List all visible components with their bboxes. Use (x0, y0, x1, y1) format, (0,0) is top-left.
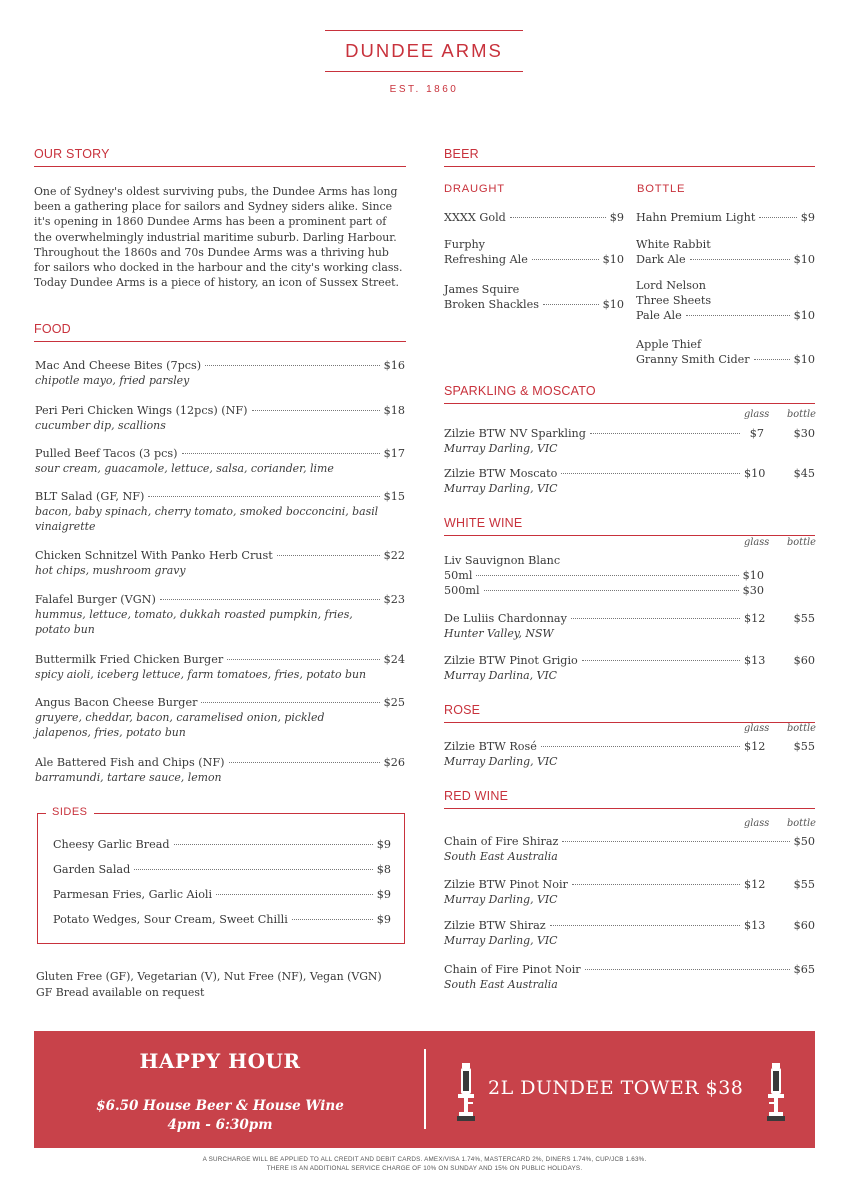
beer-brand: James Squire (444, 283, 520, 296)
wine-item (444, 739, 815, 769)
draught-label: DRAUGHT (444, 183, 505, 195)
beer-item (444, 237, 624, 267)
side-item-name: Potato Wedges, Sour Cream, Sweet Chilli (53, 913, 288, 926)
col-glass: glass (744, 818, 770, 829)
beer-item (636, 278, 815, 323)
wine-region: Murray Darling, VIC (444, 442, 558, 455)
food-item-price: $16 (383, 359, 405, 372)
beer-price: $10 (793, 253, 815, 266)
wine-size: 50ml (444, 569, 473, 582)
section-title-sparkling: SPARKLING & MOSCATO (444, 384, 815, 404)
food-item (35, 403, 405, 433)
wine-bottle-price: $50 (793, 835, 815, 848)
food-item-name: Falafel Burger (VGN) (35, 593, 156, 606)
side-item (53, 862, 391, 877)
happy-hour-time: 4pm - 6:30pm (167, 1117, 273, 1133)
wine-name: Liv Sauvignon Blanc (444, 554, 561, 567)
food-item-name: Pulled Beef Tacos (3 pcs) (35, 447, 178, 460)
food-item-desc: hot chips, mushroom gravy (35, 564, 186, 577)
beer-item (636, 237, 815, 267)
beer-name: XXXX Gold (444, 211, 506, 224)
wine-region: South East Australia (444, 978, 558, 991)
wine-region: Murray Darling, VIC (444, 482, 558, 495)
food-item-name: Peri Peri Chicken Wings (12pcs) (NF) (35, 404, 248, 417)
wine-bottle-price: $55 (793, 878, 815, 891)
food-item-name: Chicken Schnitzel With Panko Herb Crust (35, 549, 273, 562)
wine-name: Zilzie BTW Rosé (444, 740, 537, 753)
wine-region: Hunter Valley, NSW (444, 627, 554, 640)
wine-bottle-price: $60 (793, 654, 815, 667)
wine-region: Murray Darling, VIC (444, 934, 558, 947)
section-title-story: OUR STORY (34, 147, 406, 167)
wine-glass-price: $12 (744, 878, 766, 891)
beer-price: $10 (602, 298, 624, 311)
bottle-label: BOTTLE (637, 183, 686, 195)
food-item-price: $23 (383, 593, 405, 606)
surcharge-footnote (34, 1156, 815, 1173)
beer-name: Granny Smith Cider (636, 353, 750, 366)
food-item-name: Angus Bacon Cheese Burger (35, 696, 198, 709)
wine-name: Chain of Fire Shiraz (444, 835, 559, 848)
col-bottle: bottle (787, 537, 816, 548)
food-item (35, 652, 405, 682)
food-item-price: $26 (383, 756, 405, 769)
footnote-line: THERE IS AN ADDITIONAL SERVICE CHARGE OF 10% ON SUNDAY AND 15% ON PUBLIC HOLIDAYS. (266, 1164, 583, 1172)
side-item-name: Garden Salad (53, 863, 131, 876)
section-title-red: RED WINE (444, 789, 815, 809)
beer-name: Hahn Premium Light (636, 211, 756, 224)
wine-bottle-price: $45 (793, 467, 815, 480)
beer-item (444, 210, 624, 225)
beer-name: Refreshing Ale (444, 253, 528, 266)
wine-name: Chain of Fire Pinot Noir (444, 963, 581, 976)
side-item-name: Cheesy Garlic Bread (53, 838, 170, 851)
wine-item (444, 962, 815, 992)
established-year: EST. 1860 (389, 84, 459, 95)
wine-region: Murray Darling, VIC (444, 755, 558, 768)
legend-line: GF Bread available on request (36, 985, 205, 999)
wine-name: Zilzie BTW Moscato (444, 467, 558, 480)
beer-price: $10 (793, 353, 815, 366)
food-item-name: Mac And Cheese Bites (7pcs) (35, 359, 202, 372)
beer-item (636, 337, 815, 367)
food-item-price: $18 (383, 404, 405, 417)
food-item-name: Ale Battered Fish and Chips (NF) (35, 756, 225, 769)
wine-bottle-price: $55 (793, 740, 815, 753)
wine-region: Murray Darling, VIC (444, 893, 558, 906)
dundee-tower-offer: 2L DUNDEE TOWER $38 (488, 1077, 744, 1099)
wine-name: Zilzie BTW Shiraz (444, 919, 546, 932)
wine-glass-price: $13 (744, 654, 766, 667)
wine-item (444, 877, 815, 907)
col-bottle: bottle (787, 409, 816, 420)
food-item-name: Buttermilk Fried Chicken Burger (35, 653, 224, 666)
wine-glass-price: $13 (744, 919, 766, 932)
beer-tap-icon (455, 1063, 477, 1123)
beer-price: $9 (800, 211, 815, 224)
wine-glass-price: $12 (744, 612, 766, 625)
beer-brand: Apple Thief (636, 338, 702, 351)
dietary-legend (36, 969, 382, 1000)
food-item-desc: chipotle mayo, fried parsley (35, 374, 190, 387)
side-item-price: $9 (376, 838, 391, 851)
section-title-food: FOOD (34, 322, 406, 342)
col-glass: glass (744, 537, 770, 548)
wine-size: 500ml (444, 584, 480, 597)
col-glass: glass (744, 409, 770, 420)
wine-bottle-price: $55 (793, 612, 815, 625)
wine-glass-price: $10 (744, 467, 766, 480)
food-item-desc: cucumber dip, scallions (35, 419, 166, 432)
side-item (53, 887, 391, 902)
footnote-line: A SURCHARGE WILL BE APPLIED TO ALL CREDIT AND DEBIT CARDS. AMEX/VISA 1.74%, MASTERCARD 2%, DINERS 1.74%, CUP/JCB 1.63%. (202, 1156, 647, 1163)
food-item-desc: bacon, baby spinach, cherry tomato, smoked bocconcini, basil vinaigrette (35, 505, 379, 533)
beer-item (636, 210, 815, 225)
wine-item (444, 918, 815, 948)
food-item (35, 446, 405, 476)
side-item-name: Parmesan Fries, Garlic Aioli (53, 888, 213, 901)
beer-brand: White Rabbit (636, 238, 711, 251)
wine-price: $10 (742, 569, 764, 582)
food-item-desc: spicy aioli, iceberg lettuce, farm tomatoes, fries, potato bun (35, 668, 367, 681)
section-title-white: WHITE WINE (444, 516, 815, 536)
wine-name: De Luliis Chardonnay (444, 612, 567, 625)
food-item-name: BLT Salad (GF, NF) (35, 490, 145, 503)
beer-brand: Three Sheets (636, 294, 712, 307)
col-bottle: bottle (787, 818, 816, 829)
food-item-price: $25 (383, 696, 405, 709)
food-item-price: $24 (383, 653, 405, 666)
wine-item (444, 426, 815, 456)
beer-price: $10 (793, 309, 815, 322)
side-item (53, 837, 391, 852)
beer-name: Broken Shackles (444, 298, 539, 311)
wine-glass-price: $12 (744, 740, 766, 753)
food-item-desc: gruyere, cheddar, bacon, caramelised onion, pickled jalapenos, fries, potato bun (35, 711, 325, 739)
wine-name: Zilzie BTW NV Sparkling (444, 427, 586, 440)
section-title-beer: BEER (444, 147, 815, 167)
wine-region: South East Australia (444, 850, 558, 863)
wine-bottle-price: $60 (793, 919, 815, 932)
side-item (53, 912, 391, 927)
legend-line: Gluten Free (GF), Vegetarian (V), Nut Free (NF), Vegan (VGN) (36, 970, 382, 983)
wine-price: $30 (742, 584, 764, 597)
food-item (35, 548, 405, 578)
section-title-rose: ROSE (444, 703, 815, 723)
food-item (35, 592, 405, 637)
food-item (35, 489, 405, 534)
wine-item (444, 553, 764, 598)
brand-logo: DUNDEE ARMS (325, 30, 523, 72)
sides-title: SIDES (46, 806, 94, 818)
wine-glass-price: $7 (749, 427, 764, 440)
wine-region: Murray Darlina, VIC (444, 669, 558, 682)
story-text: One of Sydney's oldest surviving pubs, the Dundee Arms has long been a gathering place for sailors and Sydney siders alike. Since it's opening in 1860 Dundee Arms has been a prominent part of the overwhelmingly industrial maritime suburb. Darling Harbour. Throughout the 1860s and 70s Dundee Arms was a thriving hub for sailors who docked in the harbour and the city's working class. Today Dundee Arms is a piece of history, an icon of Sussex Street. (34, 185, 403, 290)
happy-hour-offer: $6.50 House Beer & House Wine (96, 1098, 344, 1114)
wine-item (444, 466, 815, 496)
beer-name: Pale Ale (636, 309, 682, 322)
beer-brand: Furphy (444, 238, 486, 251)
beer-name: Dark Ale (636, 253, 686, 266)
food-item-price: $22 (383, 549, 405, 562)
food-item-price: $17 (383, 447, 405, 460)
wine-name: Zilzie BTW Pinot Grigio (444, 654, 578, 667)
wine-item (444, 611, 815, 641)
wine-item (444, 653, 815, 683)
food-item-desc: barramundi, tartare sauce, lemon (35, 771, 222, 784)
wine-item (444, 834, 815, 864)
food-item-desc: sour cream, guacamole, lettuce, salsa, coriander, lime (35, 462, 334, 475)
food-item (35, 755, 405, 785)
side-item-price: $9 (376, 913, 391, 926)
banner-divider (424, 1049, 426, 1129)
wine-name: Zilzie BTW Pinot Noir (444, 878, 568, 891)
food-item-price: $15 (383, 490, 405, 503)
side-item-price: $8 (376, 863, 391, 876)
food-item (35, 358, 405, 388)
happy-hour-title: HAPPY HOUR (139, 1049, 301, 1073)
col-bottle: bottle (787, 723, 816, 734)
beer-brand: Lord Nelson (636, 279, 706, 292)
wine-bottle-price: $65 (793, 963, 815, 976)
beer-tap-icon (765, 1063, 787, 1123)
beer-price: $10 (602, 253, 624, 266)
beer-price: $9 (609, 211, 624, 224)
food-item (35, 695, 405, 740)
beer-item (444, 282, 624, 312)
wine-bottle-price: $30 (793, 427, 815, 440)
col-glass: glass (744, 723, 770, 734)
side-item-price: $9 (376, 888, 391, 901)
food-item-desc: hummus, lettuce, tomato, dukkah roasted pumpkin, fries, potato bun (35, 608, 353, 636)
